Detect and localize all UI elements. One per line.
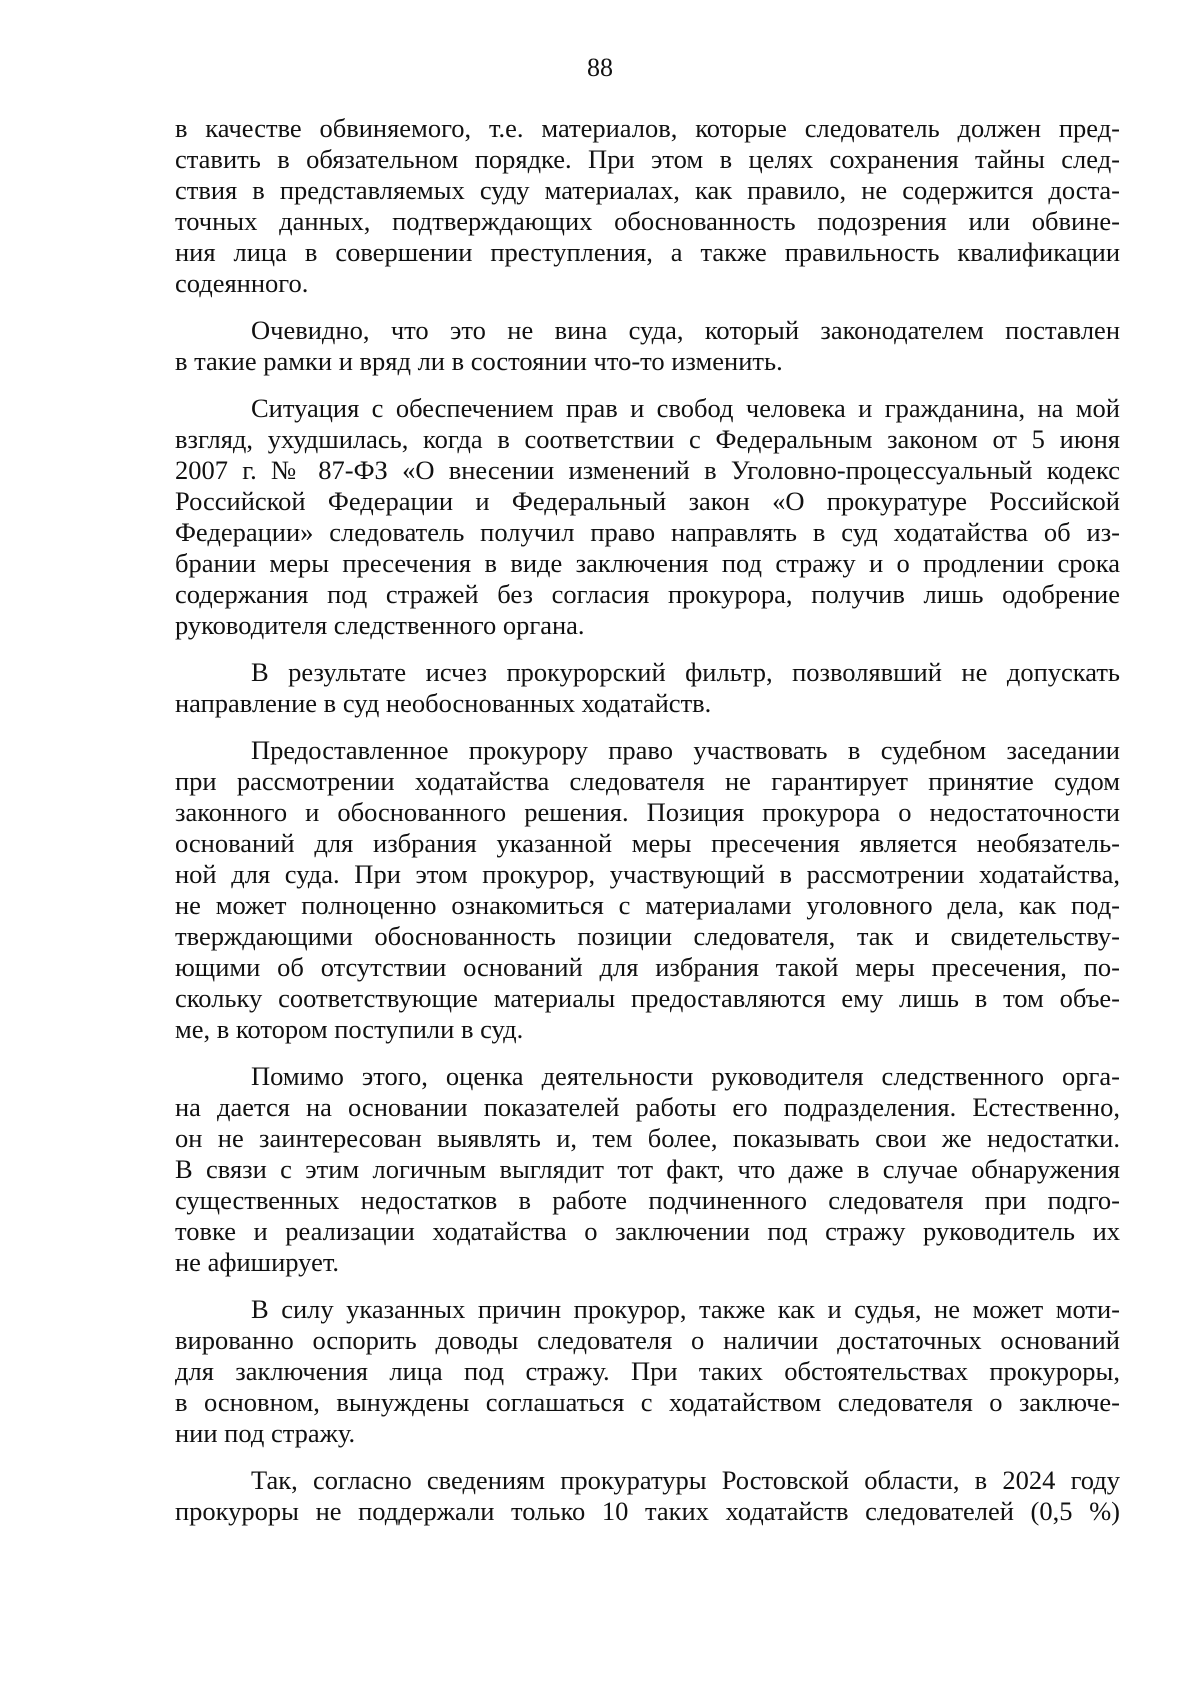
paragraph-5-line-3: законного и обоснованного решения. Позиция прокурора о недостаточности (175, 797, 1120, 827)
paragraph-2-line-2: в такие рамки и вряд ли в состоянии что-то изменить. (175, 346, 783, 376)
paragraph-6-line-5: существенных недостатков в работе подчиненного следователя при подго- (175, 1185, 1120, 1215)
paragraph-3-line-5: Федерации» следователь получил право направлять в суд ходатайства об из- (175, 517, 1120, 547)
paragraph-4-line-1: В результате исчез прокурорский фильтр, позволявший не допускать (251, 657, 1120, 687)
paragraph-3-line-1: Ситуация с обеспечением прав и свобод человека и гражданина, на мой (251, 393, 1120, 423)
paragraph-3-line-7: содержания под стражей без согласия прокурора, получив лишь одобрение (175, 579, 1120, 609)
paragraph-3-line-6: брании меры пресечения в виде заключения под стражу и о продлении срока (175, 548, 1120, 578)
paragraph-7-line-3: для заключения лица под стражу. При таких обстоятельствах прокуроры, (175, 1356, 1120, 1386)
paragraph-6-line-7: не афиширует. (175, 1247, 340, 1277)
paragraph-5-line-10: ме, в котором поступили в суд. (175, 1014, 524, 1044)
paragraph-5-line-6: не может полноценно ознакомиться с материалами уголовного дела, как под- (175, 890, 1120, 920)
paragraph-1-line-2: ставить в обязательном порядке. При этом в целях сохранения тайны след- (175, 144, 1120, 174)
paragraph-7-line-1: В силу указанных причин прокурор, также как и судья, не может моти- (251, 1294, 1120, 1324)
paragraph-6-line-6: товке и реализации ходатайства о заключении под стражу руководитель их (175, 1216, 1120, 1246)
paragraph-3-line-4: Российской Федерации и Федеральный закон «О прокуратуре Российской (175, 486, 1120, 516)
paragraph-7-line-5: нии под стражу. (175, 1418, 356, 1448)
paragraph-4-line-2: направление в суд необоснованных ходатайств. (175, 688, 712, 718)
paragraph-1-line-6: содеянного. (175, 268, 309, 298)
paragraph-5-line-7: тверждающими обоснованность позиции следователя, так и свидетельству- (175, 921, 1120, 951)
paragraph-6-line-1: Помимо этого, оценка деятельности руководителя следственного орга- (251, 1061, 1120, 1091)
paragraph-7-line-4: в основном, вынуждены соглашаться с ходатайством следователя о заключе- (175, 1387, 1120, 1417)
paragraph-1-line-3: ствия в представляемых суду материалах, как правило, не содержится доста- (175, 175, 1120, 205)
paragraph-3-line-2: взгляд, ухудшилась, когда в соответствии с Федеральным законом от 5 июня (175, 424, 1120, 454)
paragraph-3-line-8: руководителя следственного органа. (175, 610, 585, 640)
paragraph-3-line-3: 2007 г. № 87-ФЗ «О внесении изменений в Уголовно-процессуальный кодекс (175, 455, 1120, 485)
paragraph-6-line-4: В связи с этим логичным выглядит тот факт, что даже в случае обнаружения (175, 1154, 1120, 1184)
paragraph-5-line-1: Предоставленное прокурору право участвовать в судебном заседании (251, 735, 1120, 765)
paragraph-5-line-5: ной для суда. При этом прокурор, участвующий в рассмотрении ходатайства, (175, 859, 1120, 889)
paragraph-6-line-3: он не заинтересован выявлять и, тем более, показывать свои же недостатки. (175, 1123, 1120, 1153)
page-number: 88 (587, 53, 613, 82)
paragraph-1-line-4: точных данных, подтверждающих обоснованность подозрения или обвине- (175, 206, 1120, 236)
paragraph-6-line-2: на дается на основании показателей работы его подразделения. Естественно, (175, 1092, 1120, 1122)
paragraph-5-line-4: оснований для избрания указанной меры пресечения является необязатель- (175, 828, 1120, 858)
paragraph-1-line-5: ния лица в совершении преступления, а также правильность квалификации (175, 237, 1120, 267)
paragraph-2-line-1: Очевидно, что это не вина суда, который законодателем поставлен (251, 315, 1120, 345)
paragraph-7-line-2: вированно оспорить доводы следователя о наличии достаточных оснований (175, 1325, 1120, 1355)
paragraph-5-line-2: при рассмотрении ходатайства следователя не гарантирует принятие судом (175, 766, 1120, 796)
paragraph-5-line-9: скольку соответствующие материалы предоставляются ему лишь в том объе- (175, 983, 1120, 1013)
paragraph-5-line-8: ющими об отсутствии оснований для избрания такой меры пресечения, по- (175, 952, 1120, 982)
paragraph-8-line-2: прокуроры не поддержали только 10 таких ходатайств следователей (0,5 %) (175, 1496, 1120, 1526)
paragraph-8-line-1: Так, согласно сведениям прокуратуры Ростовской области, в 2024 году (251, 1465, 1120, 1495)
paragraph-1-line-1: в качестве обвиняемого, т.е. материалов, которые следователь должен пред- (175, 113, 1120, 143)
